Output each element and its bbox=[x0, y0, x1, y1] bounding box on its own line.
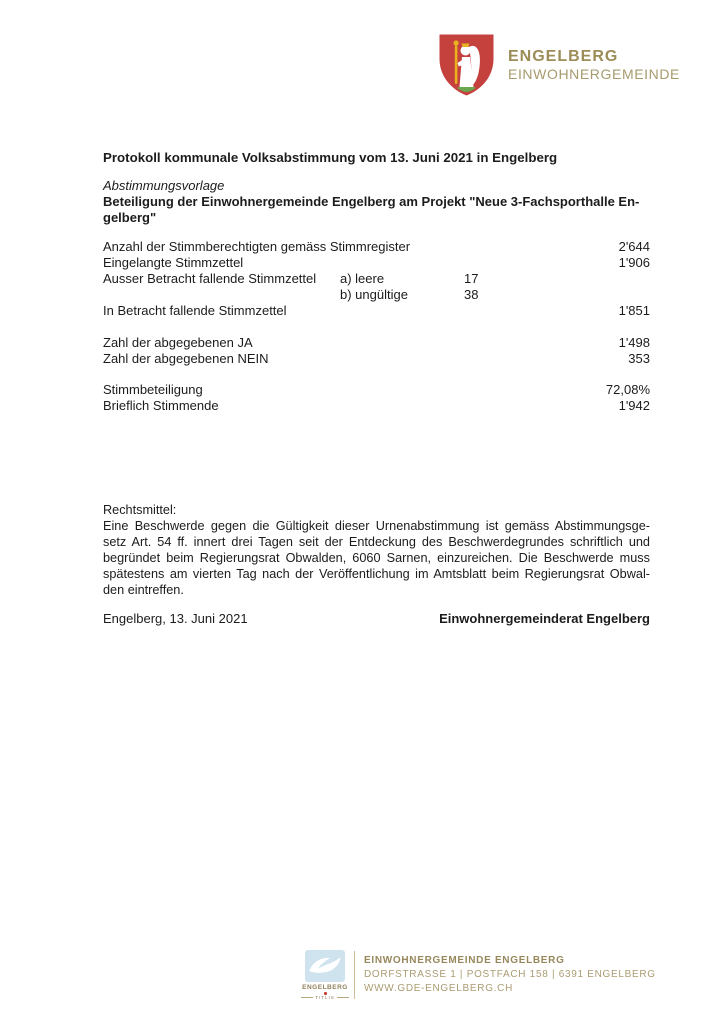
place-and-date: Engelberg, 13. Juni 2021 bbox=[103, 611, 248, 626]
footer-logo-sublabel: TITLIS bbox=[301, 995, 349, 1000]
row-value: 353 bbox=[628, 351, 650, 366]
table-row bbox=[103, 335, 650, 351]
row-label: Zahl der abgegebenen JA bbox=[103, 335, 253, 350]
legal-text-line: setz Art. 54 ff. innert drei Tagen seit der Entdeckung des Beschwerdegrundes schriftlich und bbox=[103, 535, 650, 549]
row-label: Anzahl der Stimmberechtigten gemäss Stimmregister bbox=[103, 239, 411, 254]
legal-remedy-section bbox=[103, 502, 650, 598]
signature-row bbox=[103, 611, 650, 627]
brand-subtitle: EINWOHNERGEMEINDE bbox=[508, 66, 680, 82]
brand-wordmark bbox=[508, 49, 680, 81]
legal-text-line: spätestens am vierten Tag nach der Veröffentlichung im Amtsblatt beim Regierungsrat Obwal- bbox=[103, 567, 650, 581]
row-subvalue: 17 bbox=[464, 271, 479, 286]
row-value: 1'942 bbox=[618, 398, 650, 413]
footer-website: WWW.GDE-ENGELBERG.CH bbox=[364, 983, 514, 994]
table-row bbox=[103, 351, 650, 367]
table-row bbox=[103, 239, 650, 255]
row-sublabel: b) ungültige bbox=[340, 287, 408, 302]
row-label: Stimmbeteiligung bbox=[103, 382, 203, 397]
legal-text-line: Eine Beschwerde gegen die Gültigkeit dieser Urnenabstimmung ist gemäss Abstimmungsge- bbox=[103, 519, 650, 533]
legal-text-line: begründet beim Regierungsrat Obwalden, 6060 Sarnen, einzureichen. Die Beschwerde muss bbox=[103, 551, 650, 565]
footer-logo-label: ENGELBERG bbox=[302, 984, 348, 991]
legal-text-line: den eintreffen. bbox=[103, 583, 184, 597]
row-label: Eingelangte Stimmzettel bbox=[103, 255, 244, 270]
table-row bbox=[103, 287, 650, 303]
footer-address: DORFSTRASSE 1 | POSTFACH 158 | 6391 ENGELBERG bbox=[364, 969, 656, 980]
row-value: 72,08% bbox=[605, 382, 650, 397]
table-row bbox=[103, 382, 650, 398]
row-label: Brieflich Stimmende bbox=[103, 398, 219, 413]
row-label: Ausser Betracht fallende Stimmzettel bbox=[103, 271, 317, 286]
table-row bbox=[103, 255, 650, 271]
subject-label: Abstimmungsvorlage bbox=[103, 178, 225, 193]
document-title: Protokoll kommunale Volksabstimmung vom 13. Juni 2021 in Engelberg bbox=[103, 150, 558, 165]
row-sublabel: a) leere bbox=[340, 271, 385, 286]
table-row bbox=[103, 398, 650, 414]
brand-name: ENGELBERG bbox=[508, 48, 619, 65]
subject-title-line-2: gelberg" bbox=[103, 210, 157, 225]
footer-divider bbox=[354, 951, 355, 999]
results-table bbox=[103, 239, 650, 414]
table-row bbox=[103, 271, 650, 287]
footer-organization: EINWOHNERGEMEINDE ENGELBERG bbox=[364, 955, 565, 966]
engelberg-crest-icon bbox=[438, 33, 495, 97]
footer-contact-block bbox=[364, 954, 656, 996]
row-value: 1'906 bbox=[618, 255, 650, 270]
row-value: 2'644 bbox=[618, 239, 650, 254]
row-subvalue: 38 bbox=[464, 287, 479, 302]
row-value: 1'498 bbox=[618, 335, 650, 350]
engelberg-titlis-logo bbox=[305, 950, 345, 982]
table-row bbox=[103, 303, 650, 319]
row-label: In Betracht fallende Stimmzettel bbox=[103, 303, 287, 318]
row-value: 1'851 bbox=[618, 303, 650, 318]
signing-authority: Einwohnergemeinderat Engelberg bbox=[439, 611, 650, 626]
legal-heading: Rechtsmittel: bbox=[103, 503, 177, 517]
mountain-wave-icon bbox=[305, 950, 345, 982]
row-label: Zahl der abgegebenen NEIN bbox=[103, 351, 269, 366]
subject-title-line-1: Beteiligung der Einwohnergemeinde Engelberg am Projekt "Neue 3-Fachsporthalle En- bbox=[103, 194, 640, 209]
